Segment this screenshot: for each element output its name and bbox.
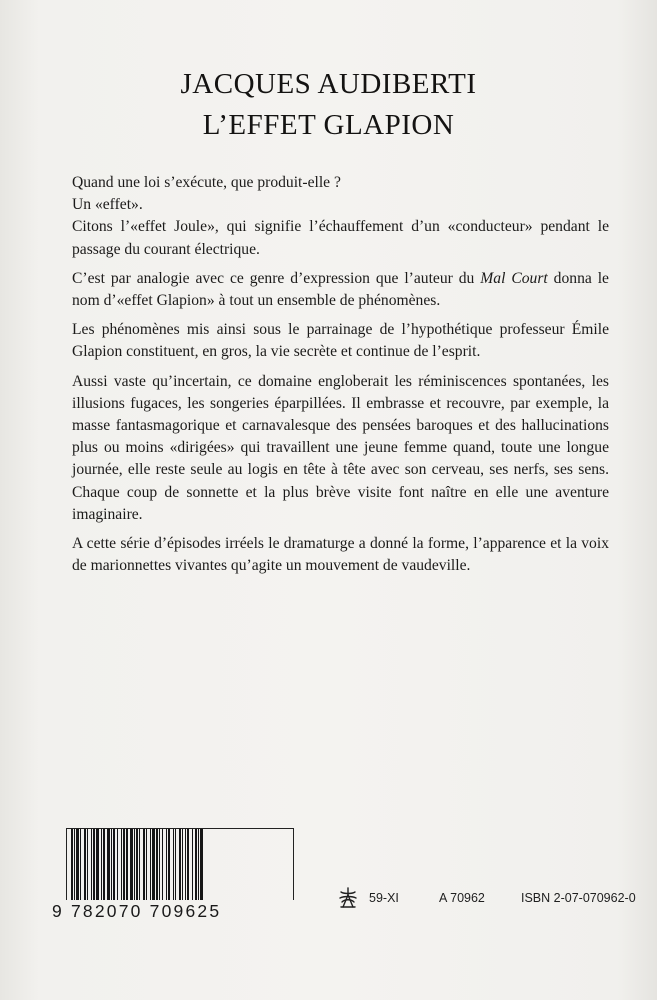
blurb <box>72 172 609 577</box>
isbn-barcode <box>52 828 312 928</box>
publisher-emblem-icon <box>336 886 360 910</box>
blurb-analogy-title: Mal Court <box>480 269 548 287</box>
blurb-paragraph-domain: Aussi vaste qu’incertain, ce domaine engloberait les réminiscences spontanées, les illusions fugaces, les songeries éparpillées. Il embrasse et recouvre, par exemple, la masse fantasmagorique et carnavalesque des pensées baroques et des hallucinations plus ou moins «dirigées» qui travaillent une jeune femme quand, toute une longue journée, elle reste seule au logis en tête à tête avec son cerveau, ses nerfs, ses sens. Chaque coup de sonnette et la plus brève visite font naître en elle une aventure imaginaire. <box>72 372 609 523</box>
book-title: L’EFFET GLAPION <box>202 109 455 141</box>
blurb-line-question: Quand une loi s’exécute, que produit-elle ? <box>72 174 341 191</box>
blurb-line-answer: Un «effet». <box>72 196 143 214</box>
blurb-paragraph-glapion: Les phénomènes mis ainsi sous le parrainage de l’hypothétique professeur Émile Glapion constituent, en gros, la vie secrète et continue de l’esprit. <box>72 321 609 361</box>
blurb-paragraph-joule: Citons l’«effet Joule», qui signifie l’échauffement d’un «conducteur» pendant le passage du courant électrique. <box>72 218 609 258</box>
barcode-digits: 9 782070 709625 <box>52 901 222 921</box>
publisher-footer <box>336 886 636 912</box>
barcode-bars <box>66 828 294 900</box>
blurb-paragraph-analogy <box>72 268 609 312</box>
series-code: 59-XI <box>369 891 399 905</box>
catalog-reference: A 70962 <box>439 891 485 905</box>
barcode-bar <box>203 829 205 900</box>
blurb-analogy-start: C’est par analogie avec ce genre d’expression que l’auteur du <box>72 269 481 287</box>
blurb-paragraph-dramaturge: A cette série d’épisodes irréels le dramaturge a donné la forme, l’apparence et la voix de marionnettes vivantes qu’agite un mouvement de vaudeville. <box>72 535 609 575</box>
title-block <box>0 64 657 146</box>
isbn-number: ISBN 2-07-070962-0 <box>521 891 636 905</box>
author-name: JACQUES AUDIBERTI <box>180 68 477 100</box>
blurb-analogy-end: donna le nom d’«effet Glapion» à tout un ensemble de phénomènes. <box>72 269 609 310</box>
